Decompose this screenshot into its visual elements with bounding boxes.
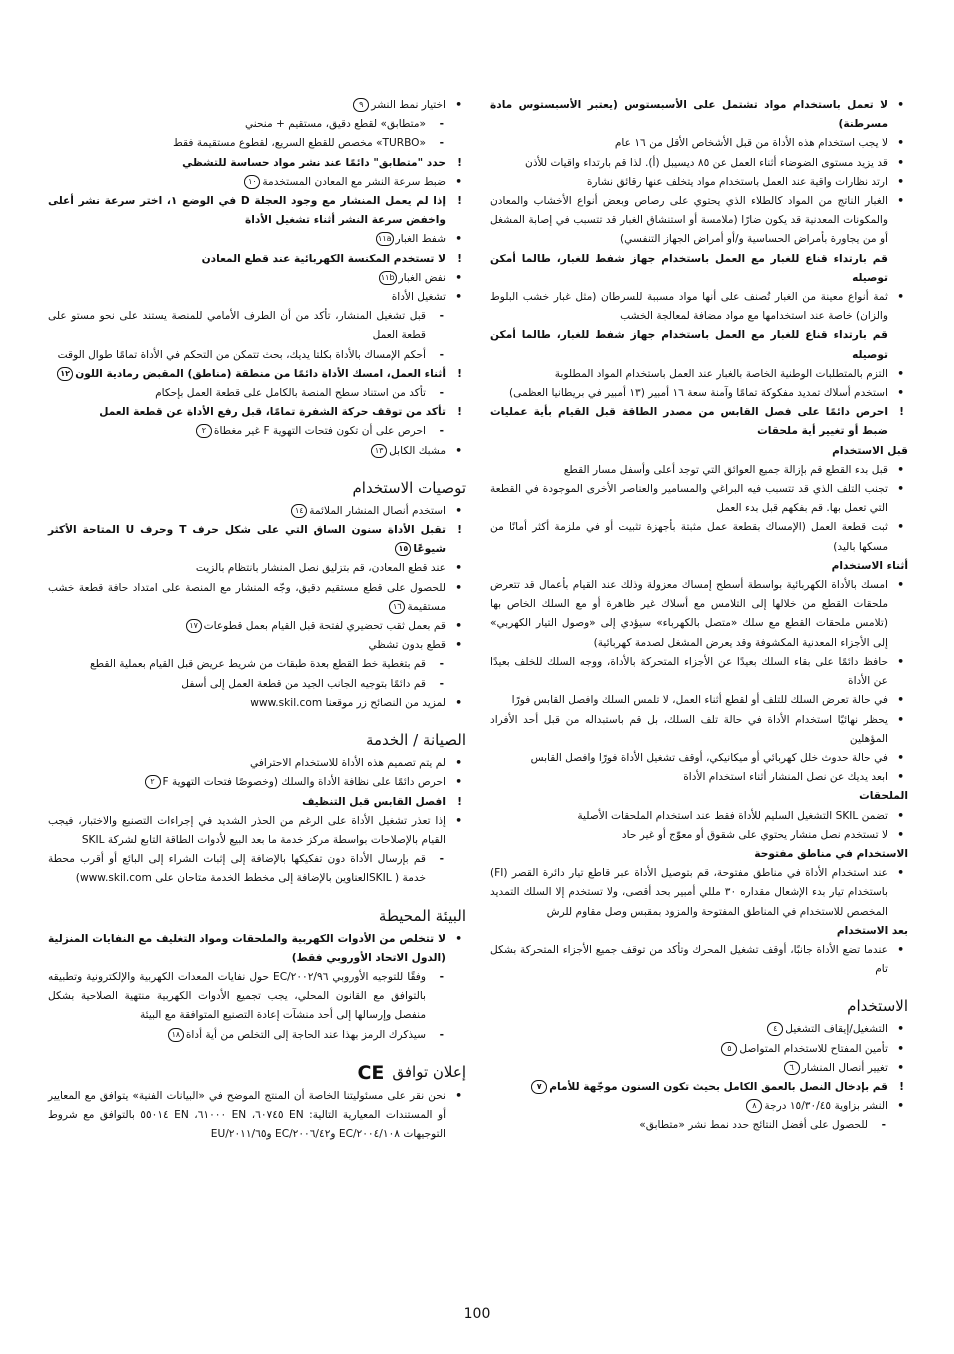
item-text: تغيير أنصال المنشار — [801, 1061, 888, 1074]
sub-list-item — [48, 968, 466, 1026]
section-heading — [48, 729, 466, 751]
section-heading-text: الاستخدام — [847, 997, 908, 1016]
list-item — [490, 1040, 908, 1059]
item-text: «متطابق» لقطع دقيق، مستقيم + منحني — [244, 118, 426, 131]
figure-reference-icon: ١١b — [379, 271, 397, 285]
bullet-marker: • — [455, 233, 462, 246]
sub-list-item — [48, 655, 466, 674]
item-text: ثمة أنواع معينة من الغبار تُصنف على أنها مواد مسببة للسرطان (مثل غبار خشب البلوط والزان) خاصة عند استخدامها مع مواد مضافة لمعالجة الخشب — [490, 291, 888, 323]
item-text: حدد "متطابق" دائمًا عند نشر مواد حساسة للتشظي — [182, 156, 446, 169]
item-text: استخدم أسلاك تمديد مفكوكة تمامًا وآمنة سعة ١٦ أمبير (١٣ أمبير في بريطانيا العظمى) — [509, 387, 888, 400]
item-text: تقبل الأداة سنون الساق التي على شكل حرف T وحرف U المتاحة الأكثر شيوعًا — [48, 524, 446, 556]
ce-mark: CE — [357, 1061, 385, 1084]
bullet-marker: • — [897, 809, 904, 822]
item-text: لم يتم تصميم هذه الأداة للاستخدام الاحترافي — [249, 757, 446, 770]
warning-marker: ! — [457, 367, 462, 380]
bullet-marker: • — [455, 757, 462, 770]
sub-list-item — [48, 1026, 466, 1045]
item-text: شفط الغبار — [395, 233, 446, 246]
list-item — [490, 1097, 908, 1116]
item-text: لا تستخدم نصل منشار يحتوي على شقوق أو معوّج أو غير حاد — [621, 828, 888, 841]
subsection-label: قبل الاستخدام — [832, 444, 908, 457]
figure-reference-icon: ١١a — [376, 232, 394, 246]
bullet-marker: • — [897, 463, 904, 476]
bullet-marker: • — [455, 696, 462, 709]
warning-item — [48, 192, 466, 230]
list-item — [490, 134, 908, 153]
bullet-marker: • — [455, 639, 462, 652]
item-text: التشغيل/إيقاف التشغيل — [785, 1023, 888, 1036]
list-item — [48, 230, 466, 249]
list-item — [490, 576, 908, 653]
item-text: لا تستخدم المكنسة الكهربائية عند قطع المعادن — [201, 252, 446, 265]
dash-marker: - — [439, 137, 444, 150]
dash-marker: - — [439, 1028, 444, 1041]
item-text: تأكد من استناد سطح المنصة بالكامل على قطعة العمل بإحكام — [155, 387, 426, 400]
sub-list-item — [48, 384, 466, 403]
list-item — [490, 173, 908, 192]
dash-marker: - — [439, 118, 444, 131]
bullet-marker: • — [455, 1089, 462, 1102]
warning-marker: ! — [457, 795, 462, 808]
list-item — [48, 636, 466, 655]
bullet-marker: • — [897, 713, 904, 726]
bullet-marker: • — [897, 195, 904, 208]
section-heading-text: البيئة المحيطة — [378, 906, 466, 925]
section-heading-text: الصيانة / الخدمة — [365, 731, 466, 750]
bullet-marker: • — [897, 1042, 904, 1055]
warning-marker: ! — [457, 252, 462, 265]
left-column — [48, 96, 466, 1144]
item-text: قم دائمًا بتوجيه الجانب الجيد من قطعة العمل إلى أسفل — [181, 677, 426, 690]
sub-list-item — [48, 422, 466, 441]
item-text: تشغيل الأداة — [391, 291, 446, 304]
figure-reference-icon: ٨ — [746, 1099, 762, 1113]
list-item — [48, 96, 466, 115]
item-text: للحصول على قطع مستقيم دقيق، وجّه المنشار مع المنصة على امتداد حافة قطعة خشب مستقيمة — [48, 581, 446, 613]
sub-list-item — [48, 675, 466, 694]
bullet-marker: • — [455, 776, 462, 789]
bullet-marker: • — [455, 932, 462, 945]
sub-list-item — [48, 307, 466, 345]
bullet-marker: • — [455, 814, 462, 827]
list-item — [48, 269, 466, 288]
item-text: النشر بزاوية ١٥/٣٠/٤٥ درجة — [764, 1100, 888, 1113]
item-text: «TURBO» مخصص للقطع السريع، لقطوع مستقيمة فقط — [173, 137, 426, 150]
item-text: نحن نقر على مسئوليتنا الخاصة أن المنتج الموضح في «البيانات الفنية» يتوافق مع المعايير أو المستندات المعيارية التالية: EN ٦٠٧٤٥، EN ٦١٠٠٠، EN ٥٥٠١٤ بالتوافق مع شروط التوجيهات ٢٠٠٤/١٠٨/EC و٢٠٠٦/٤٢/EC و٢٠١١/٦٥/EU — [48, 1089, 447, 1141]
figure-reference-icon: ١٢ — [57, 367, 73, 381]
list-item — [48, 617, 466, 636]
bullet-marker: • — [897, 175, 904, 188]
right-column — [490, 96, 908, 1136]
item-text: قم بعمل ثقب تحضيري لفتحة قبل القيام بعمل قطوعات — [203, 620, 446, 633]
note-paragraph: قم بارتداء قناع للغبار مع العمل باستخدام جهاز شفط للغبار، طالما أمكن توصيله — [490, 252, 888, 284]
item-text: قم بإرسال الأداة دون تفكيكها بالإضافة إلى إثبات الشراء إلى البائع أو أقرب محطة خدمة ( SKILالعناوين بالإضافة إلى مخطط الخدمة متاحان على www.skil.com) — [48, 853, 426, 885]
list-item — [48, 579, 466, 617]
item-text: أحكم الإمساك بالأداة بكلتا يديك، بحث تتمكن من التحكم في الأداة تمامًا طوال الوقت — [57, 348, 426, 361]
item-text: عند استخدام الأداة في مناطق مفتوحة، قم بتوصيل الأداة عبر قاطع تيار دائرة القصر (FI) باستخدام تيار بدء الإشعال مقداره ٣٠ مللي أمبير بحد أقصى، ولا تستخدم إلا السلك التمديد المخصص للاستخدام في المناطق المفتوحة والمزود بمقبس وصل مقاوم للرش — [490, 867, 888, 918]
list-item — [490, 826, 908, 845]
dash-marker: - — [439, 310, 444, 323]
item-text: تأمين المفتاح للاستخدام المتواصل — [739, 1042, 888, 1055]
warning-item — [48, 793, 466, 812]
item-text: افصل القابس قبل التنظيف — [302, 795, 446, 808]
bullet-marker: • — [897, 1061, 904, 1074]
figure-reference-icon: ١٦ — [389, 600, 405, 614]
item-text: ابعد يديك عن نصل المنشار أثناء استخدام الأداة — [683, 771, 888, 784]
item-text: تضمن SKIL التشغيل السليم للأداة فقط عند استخدام الملحقات الأصلية — [577, 809, 888, 822]
section-heading — [48, 905, 466, 927]
subsection-label: الملحقات — [859, 790, 908, 803]
bullet-marker: • — [455, 620, 462, 633]
dash-marker: - — [439, 677, 444, 690]
sub-list-item — [490, 1116, 908, 1135]
subsection-label: أثناء الاستخدام — [831, 559, 908, 572]
sub-list-item — [48, 134, 466, 153]
sub-list-item — [48, 850, 466, 888]
bullet-marker: • — [455, 562, 462, 575]
list-item — [490, 384, 908, 403]
item-text: قم بإدخال النصل بالعمق الكامل بحيث تكون السنون موجّهة للأمام — [549, 1080, 888, 1093]
item-text: في حالة حدوث خلل كهربائي أو ميكانيكي، أوقف تشغيل الأداة فورًا وافصل القابس — [530, 751, 888, 764]
section-heading — [48, 477, 466, 499]
item-text: قبل تشغيل المنشار، تأكد من أن الطرف الأمامي للمنصة يستند على نحو مستو على قطعة العمل — [48, 310, 426, 342]
bullet-marker: • — [455, 99, 462, 111]
bullet-marker: • — [455, 291, 462, 304]
note-paragraph: قم بارتداء قناع للغبار مع العمل باستخدام جهاز شفط للغبار، طالما أمكن توصيله — [490, 329, 888, 361]
list-item — [48, 812, 466, 850]
list-item — [48, 502, 466, 521]
dash-marker: - — [439, 425, 444, 438]
bullet-marker: • — [455, 271, 462, 284]
bullet-marker: • — [897, 943, 904, 956]
item-text: إذا تعذر تشغيل الأداة على الرغم من الحذر الشديد في إجراءات التصنيع والاختبار، فيجب القيام بالإصلاحات بواسطة مركز خدمة ما بعد البيع لأدوات الطاقة التابع لشركة SKIL — [48, 814, 446, 846]
item-text: في حالة تعرض السلك للتلف أو لقطع أثناء العمل، لا تلمس السلك وافصل القابس فورًا — [511, 694, 888, 707]
figure-reference-icon: ٧ — [531, 1080, 547, 1094]
warning-item — [48, 154, 466, 173]
item-text: لا تتخلص من الأدوات الكهربية والملحقات ومواد التغليف مع النفايات المنزلية (الدول الاتحاد الأوروبي فقط) — [48, 932, 446, 964]
dash-marker: - — [439, 658, 444, 671]
warning-marker: ! — [899, 406, 904, 419]
list-item — [48, 930, 466, 968]
dash-marker: - — [439, 387, 444, 400]
list-item — [48, 754, 466, 773]
bullet-marker: • — [897, 579, 904, 592]
item-text: لا يجب استخدام هذه الأداة من قبل الأشخاص الأقل من ١٦ عام — [614, 137, 888, 150]
figure-reference-icon: ٩ — [353, 98, 369, 112]
list-item — [490, 154, 908, 173]
bullet-marker: • — [897, 751, 904, 764]
dash-marker: - — [439, 348, 444, 361]
bullet-marker: • — [455, 581, 462, 594]
figure-reference-icon: ٢ — [196, 424, 212, 438]
bullet-marker: • — [897, 771, 904, 784]
list-item — [48, 559, 466, 578]
warning-item — [48, 403, 466, 422]
bullet-marker: • — [897, 1023, 904, 1036]
dash-marker: - — [439, 853, 444, 866]
figure-reference-icon: ٦ — [784, 1061, 800, 1075]
bullet-marker: • — [897, 156, 904, 169]
warning-item — [490, 403, 908, 441]
list-item — [490, 192, 908, 250]
subsection-label: بعد الاستخدام — [836, 924, 908, 937]
item-text: لمزيد من النصائح زر موقعنا www.skil.com — [250, 696, 446, 709]
list-item — [490, 365, 908, 384]
bullet-marker: • — [897, 483, 904, 496]
item-text: نفض الغبار — [398, 271, 446, 284]
item-text: التزم بالمتطلبات الوطنية الخاصة بالغبار عند العمل باستخدام المواد المطلوبة — [554, 367, 888, 380]
list-item — [490, 1020, 908, 1039]
warning-marker: ! — [457, 406, 462, 419]
warning-item — [48, 365, 466, 384]
bullet-marker: • — [897, 137, 904, 150]
list-item — [490, 461, 908, 480]
item-text: الغبار الناتج من المواد كالطلاء الذي يحتوي على رصاص وبعض أنواع الأخشاب والمعادن والمكونات المعدنية قد يكون ضارًا (ملامسة أو استنشاق الغبار قد تتسبب في إصابة المشغل أو من يجاورة بأمراض الحساسية و/أو أمراض الجهاز التنفسي) — [490, 195, 888, 246]
sub-list-item — [48, 346, 466, 365]
warning-marker: ! — [457, 195, 462, 208]
bullet-marker: • — [897, 99, 904, 111]
section-heading-text: توصيات الاستخدام — [352, 478, 466, 497]
item-text: للحصول على أفضل النتائج حدد نمط نشر «متطابق» — [639, 1119, 868, 1132]
figure-reference-icon: ٢ — [145, 775, 161, 789]
list-item — [48, 442, 466, 461]
bullet-marker: • — [897, 867, 904, 880]
list-item — [490, 1059, 908, 1078]
bullet-marker: • — [897, 655, 904, 668]
item-text: ارتد نظارات واقية عند العمل باستخدام مواد يتخلف عنها رقائق نشارة — [586, 175, 888, 188]
figure-reference-icon: ١٠ — [244, 175, 260, 189]
list-item — [490, 941, 908, 979]
item-text: قطع بدون تشظي — [368, 639, 446, 652]
list-item — [490, 807, 908, 826]
item-text: تجنب التلف الذي قد تتسبب فيه البراغي والمسامير والعناصر الأخرى الموجودة في القطعة التي تعمل بها. قم بفكهم قبل بدء العمل — [490, 483, 888, 515]
bullet-marker: • — [897, 1100, 904, 1113]
item-text: امسك بالأداة الكهربائية بواسطة أسطح إمساك معزولة وذلك عند القيام بأعمال قد تتعرض ملحقات القطع من خلالها إلى التلامس مع أسلاك غير ظاهرة أو مع السلك الخاص بها (تلامس ملحقات القطع مع سلك «متصل بالكهرباء» سيؤدي إلى «وصول التيار الكهربي» إلى الأجزاء المعدنية المكشوفة وقد يعرض المشغل لصدمة كهربائية) — [490, 579, 888, 649]
item-text: وفقًا للتوجيه الأوروبي ٢٠٠٢/٩٦/EC حول نفايات المعدات الكهربية والإلكترونية وتطبيقه بالتوافق مع القانون المحلي، يجب تجميع الأدوات الكهربية منتهية الصلاحية بشكل منفصل وإرسالها إلى أحد منشآت إعادة التصنيع المتوافقة مع البيئة — [48, 970, 426, 1022]
list-item — [490, 288, 908, 326]
page-number: 100 — [463, 1306, 491, 1322]
bullet-marker: • — [455, 175, 462, 188]
figure-reference-icon: ١٤ — [291, 504, 307, 518]
warning-marker: ! — [457, 524, 462, 537]
list-item — [48, 694, 466, 713]
dash-marker: - — [881, 1119, 886, 1132]
item-text: احرص دائمًا على نظافة الأداة والسلك (وخصوصًا فتحات التهوية F — [162, 776, 446, 789]
bullet-marker: • — [897, 291, 904, 304]
warning-marker: ! — [457, 156, 462, 169]
warning-item — [48, 521, 466, 559]
bullet-marker: • — [455, 444, 462, 457]
list-item — [490, 480, 908, 518]
bullet-marker: • — [455, 504, 462, 517]
figure-reference-icon: ٥ — [721, 1042, 737, 1056]
item-text: أثناء العمل، امسك الأداة دائمًا من منطقة (مناطق) المقبض رمادية اللون — [75, 367, 446, 380]
list-item — [490, 691, 908, 710]
item-text: ضبط سرعة النشر مع المعادن المستخدمة — [262, 175, 446, 188]
item-text: عندما تضع الأداة جانبًا، أوقف تشغيل المحرك وتأكد من توقف جميع الأجزاء المتحركة بشكل تام — [490, 943, 888, 976]
item-text: قد يزيد مستوى الضوضاء أثناء العمل عن ٨٥ ديسيبل (أ). لذا قم بارتداء واقيات للأذن — [525, 156, 888, 169]
item-text: إذا لم يعمل المنشار مع وجود العجلة D في الوضع ١، اختر سرعة نشر أعلى واخفض سرعة النشر أثناء تشغيل الأداة — [48, 195, 446, 227]
figure-reference-icon: ١٣ — [371, 444, 387, 458]
figure-reference-icon: ١٥ — [395, 542, 411, 556]
item-text: مشبك الكابل — [389, 444, 446, 457]
bullet-marker: • — [897, 367, 904, 380]
list-item — [490, 96, 908, 134]
section-heading-text: إعلان توافق — [392, 1062, 466, 1081]
figure-reference-icon: ٤ — [767, 1022, 783, 1036]
item-text: احرص على أن تكون فتحات التهوية F غير مغطاة — [213, 425, 426, 438]
dash-marker: - — [439, 970, 444, 983]
item-text: قبل بدء القطع قم بإزالة جميع العوائق التي توجد أعلى وأسفل مسار القطع — [563, 463, 888, 476]
item-text: لا تعمل باستخدام مواد تشتمل على الأسبستوس (يعتبر الأسبستوس مادة مسرطنة) — [490, 99, 888, 131]
item-text: عند قطع المعادن، قم بتزليق نصل المنشار بانتظام بالزيت — [195, 562, 446, 575]
item-text: احرص دائمًا على فصل القابس من مصدر الطاقة قبل القيام بأية عمليات ضبط أو تغيير أية ملحقات — [490, 406, 888, 438]
figure-reference-icon: ١٨ — [168, 1028, 184, 1042]
list-item — [48, 173, 466, 192]
warning-item — [490, 1078, 908, 1097]
bullet-marker: • — [897, 521, 904, 534]
sub-list-item — [48, 115, 466, 134]
warning-item — [48, 250, 466, 269]
item-text: سيذكرك الرمز بهذا عند الحاجة إلى التخلص من أية أداة — [185, 1028, 426, 1041]
bullet-marker: • — [897, 828, 904, 841]
item-text: حافظ دائمًا على بقاء السلك بعيدًا عن الأجزاء المتحركة بالأداة، ووجه السلك للخلف بعيدًا عن الأداة — [490, 655, 888, 688]
bullet-marker: • — [897, 694, 904, 707]
subsection-label: الاستخدام في مناطق مفتوحة — [754, 847, 908, 860]
list-item — [490, 749, 908, 768]
item-text: يحظر نهائيًا استخدام الأداة في حالة تلف السلك، بل قم باستبداله من قبل أحد الأفراد المؤهلين — [490, 713, 888, 745]
bullet-marker: • — [897, 387, 904, 400]
item-text: تأكد من توقف حركة الشفرة تمامًا، قبل رفع الأداة عن قطعة العمل — [99, 406, 446, 419]
list-item — [490, 518, 908, 556]
section-heading — [490, 995, 908, 1017]
list-item — [490, 864, 908, 922]
list-item — [48, 773, 466, 792]
list-item — [490, 711, 908, 749]
list-item — [48, 288, 466, 307]
list-item — [48, 1087, 466, 1145]
item-text: استخدم أنصال المنشار الملائمة — [309, 504, 446, 517]
section-heading — [48, 1061, 466, 1084]
item-text: قم بتغطية خط القطع بعدة طبقات من شريط عريض قبل القيام بعملية القطع — [90, 658, 426, 671]
list-item — [490, 768, 908, 787]
list-item — [490, 653, 908, 691]
warning-marker: ! — [899, 1080, 904, 1093]
item-text: ثبت قطعة العمل (الإمساك بقطعة عمل مثبتة بأجهزة تثبيت أو في ملزمة أكثر أمانًا من مسكها باليد) — [490, 521, 888, 553]
item-text: اختيار نمط النشر — [371, 99, 446, 111]
figure-reference-icon: ١٧ — [186, 619, 202, 633]
